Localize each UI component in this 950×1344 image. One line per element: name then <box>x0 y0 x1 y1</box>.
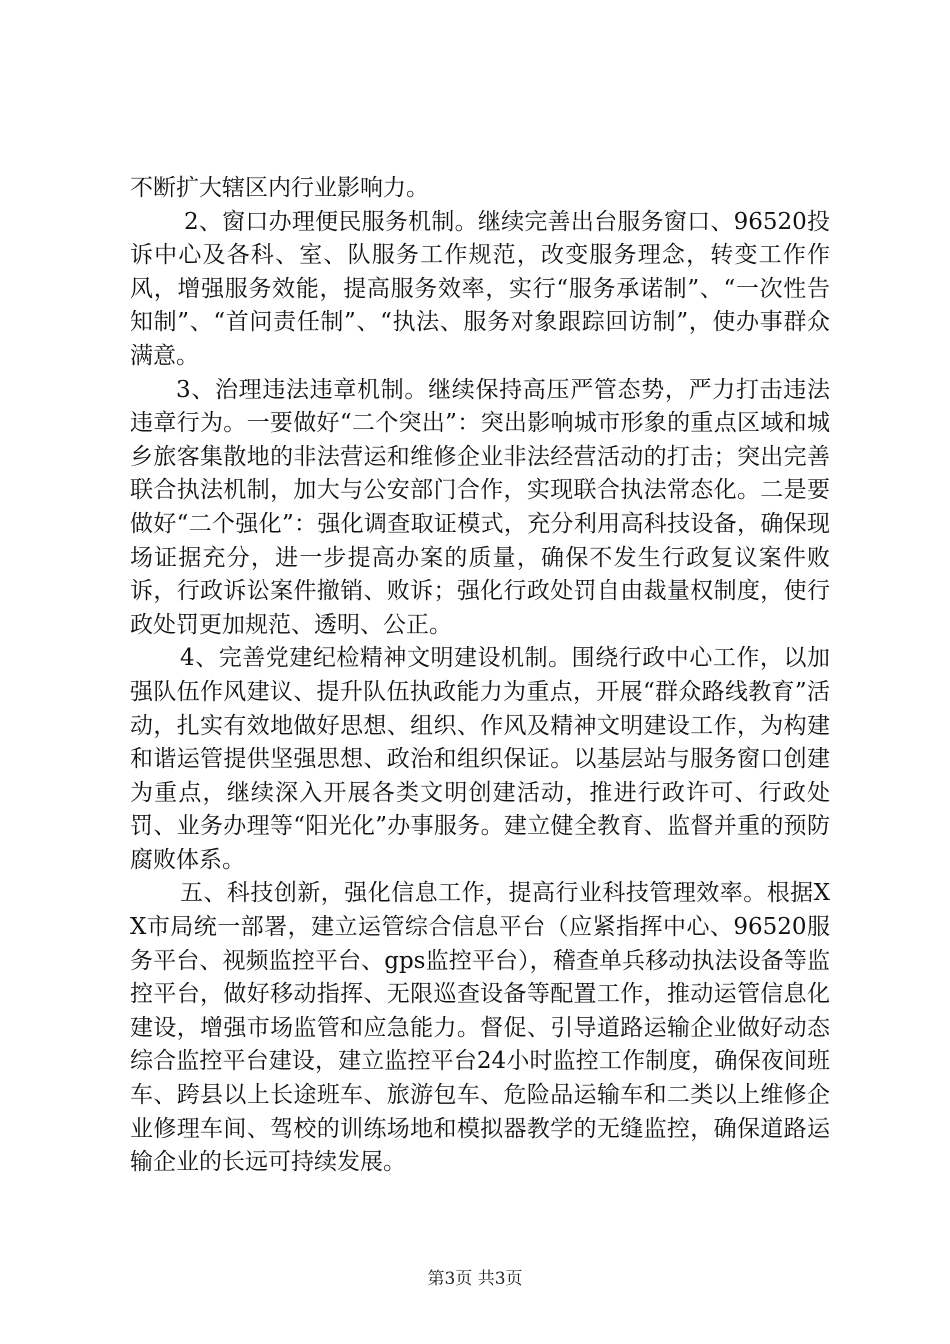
paragraph-tech-innovation: 五、科技创新，强化信息工作，提高行业科技管理效率。根据XX市局统一部署，建立运管综合信息平台（应紧指挥中心、96520服务平台、视频监控平台、gps监控平台），稽查单兵移动执法设备等监控平台，做好移动指挥、无限巡查设备等配置工作，推动运管信息化建设，增强市场监管和应急能力。督促、引导道路运输企业做好动态综合监控平台建设，建立监控平台24小时监控工作制度，确保夜间班车、跨县以上长途班车、旅游包车、危险品运输车和二类以上维修企业修理车间、驾校的训练场地和模拟器教学的无缝监控，确保道路运输企业的长远可持续发展。 <box>130 880 830 1176</box>
page-footer: 第3页 共3页 <box>427 1269 523 1289</box>
paragraph-violation-control: 3、治理违法违章机制。继续保持高压严管态势，严力打击违法违章行为。一要做好“二个突出”：突出影响城市形象的重点区域和城乡旅客集散地的非法营运和维修企业非法经营活动的打击；突出完善联合执法机制，加大与公安部门合作，实现联合执法常态化。二是要做好“二个强化”：强化调查取证模式，充分利用高科技设备，确保现场证据充分，进一步提高办案的质量，确保不发生行政复议案件败诉，行政诉讼案件撤销、败诉；强化行政处罚自由裁量权制度，使行政处罚更加规范、透明、公正。 <box>130 376 830 638</box>
paragraph-party-building: 4、完善党建纪检精神文明建设机制。围绕行政中心工作，以加强队伍作风建议、提升队伍执政能力为重点，开展“群众路线教育”活动，扎实有效地做好思想、组织、作风及精神文明建设工作，为构建和谐运管提供坚强思想、政治和组织保证。以基层站与服务窗口创建为重点，继续深入开展各类文明创建活动，推进行政许可、行政处罚、业务办理等“阳光化”办事服务。建立健全教育、监督并重的预防腐败体系。 <box>130 645 830 873</box>
paragraph-continuation: 不断扩大辖区内行业影响力。 <box>130 175 429 201</box>
paragraph-window-service: 2、窗口办理便民服务机制。继续完善出台服务窗口、96520投诉中心及各科、室、队服务工作规范，改变服务理念，转变工作作风，增强服务效能，提高服务效率，实行“服务承诺制”、“一次性告知制”、“首问责任制”、“执法、服务对象跟踪回访制”，使办事群众满意。 <box>130 208 830 369</box>
document-body <box>130 172 830 1180</box>
